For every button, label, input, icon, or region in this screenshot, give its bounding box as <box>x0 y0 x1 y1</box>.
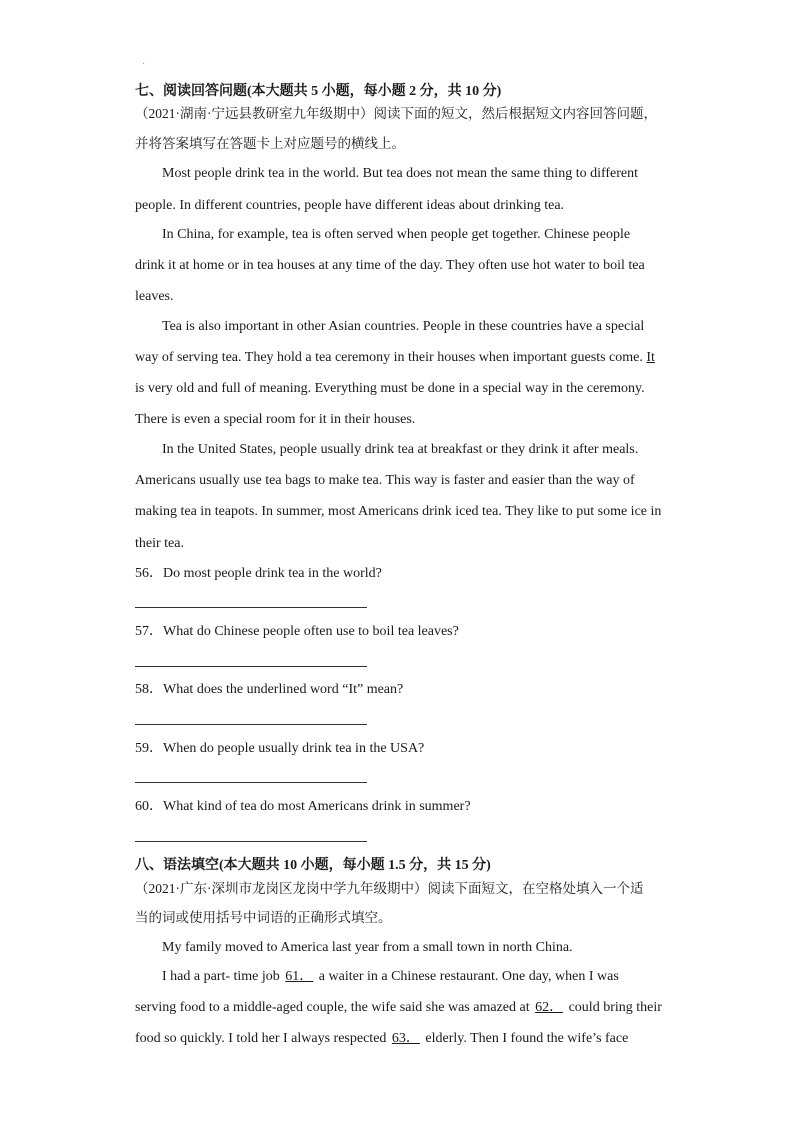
passage-line: their tea. <box>135 536 184 551</box>
passage-text: a waiter in a Chinese restaurant. One day, when I was <box>315 969 619 984</box>
section7-instruction: 并将答案填写在答题卡上对应题号的横线上。 <box>135 136 405 151</box>
passage-text: serving food to a middle-aged couple, the wife said she was amazed at <box>135 1000 534 1015</box>
question-60: 60．What kind of tea do most Americans drink in summer? <box>135 799 471 814</box>
passage-line: Tea is also important in other Asian countries. People in these countries have a special <box>162 319 645 334</box>
passage-line <box>162 968 619 986</box>
section8-instruction: 当的词或使用括号中词语的正确形式填空。 <box>135 910 392 925</box>
passage-line: making tea in teapots. In summer, most Americans drink iced tea. They like to put some ice in <box>135 504 662 519</box>
section7-source: （2021·湖南·宁远县教研室九年级期中）阅读下面的短文，然后根据短文内容回答问题， <box>135 106 657 121</box>
passage-line: drink it at home or in tea houses at any time of the day. They often use hot water to boil tea <box>135 258 645 273</box>
passage-line <box>135 349 655 367</box>
question-59: 59．When do people usually drink tea in the USA? <box>135 741 425 756</box>
passage-text: I had a part- time job <box>162 969 284 984</box>
question-57: 57．What do Chinese people often use to boil tea leaves? <box>135 624 459 639</box>
corner-mark: · <box>142 59 146 70</box>
passage-line <box>135 1030 628 1048</box>
passage-line: My family moved to America last year from a small town in north China. <box>162 940 573 955</box>
passage-line: In the United States, people usually drink tea at breakfast or they drink it after meals. <box>162 442 639 457</box>
passage-line: leaves. <box>135 289 174 304</box>
passage-line: Americans usually use tea bags to make tea. This way is faster and easier than the way of <box>135 473 635 488</box>
answer-line-57[interactable] <box>135 666 367 667</box>
passage-line: In China, for example, tea is often served when people get together. Chinese people <box>162 227 631 242</box>
answer-line-60[interactable] <box>135 841 367 842</box>
passage-text: elderly. Then I found the wife’s face <box>421 1031 629 1046</box>
passage-line: is very old and full of meaning. Everything must be done in a special way in the ceremony. <box>135 381 645 396</box>
passage-text: food so quickly. I told her I always respected <box>135 1031 390 1046</box>
passage-line: There is even a special room for it in their houses. <box>135 412 416 427</box>
passage-text: way of serving tea. They hold a tea ceremony in their houses when important guests come. <box>135 350 647 365</box>
question-56: 56．Do most people drink tea in the world? <box>135 566 382 581</box>
answer-line-56[interactable] <box>135 607 367 608</box>
section8-source: （2021·广东·深圳市龙岗区龙岗中学九年级期中）阅读下面短文，在空格处填入一个适 <box>135 881 644 896</box>
passage-text: could bring their <box>565 1000 662 1015</box>
passage-line: Most people drink tea in the world. But tea does not mean the same thing to different <box>162 166 639 181</box>
answer-line-58[interactable] <box>135 724 367 725</box>
question-58: 58．What does the underlined word “It” mean? <box>135 682 404 697</box>
blank-62[interactable]: 62． <box>535 1000 564 1015</box>
answer-line-59[interactable] <box>135 782 367 783</box>
passage-line <box>135 999 662 1017</box>
passage-line: people. In different countries, people have different ideas about drinking tea. <box>135 198 565 213</box>
section8-heading: 八、语法填空(本大题共 10 小题，每小题 1.5 分，共 15 分) <box>135 858 491 873</box>
underlined-word-it: It <box>646 350 655 365</box>
section7-heading: 七、阅读回答问题(本大题共 5 小题，每小题 2 分，共 10 分) <box>135 84 502 99</box>
blank-63[interactable]: 63． <box>391 1031 420 1046</box>
blank-61[interactable]: 61． <box>285 969 314 984</box>
